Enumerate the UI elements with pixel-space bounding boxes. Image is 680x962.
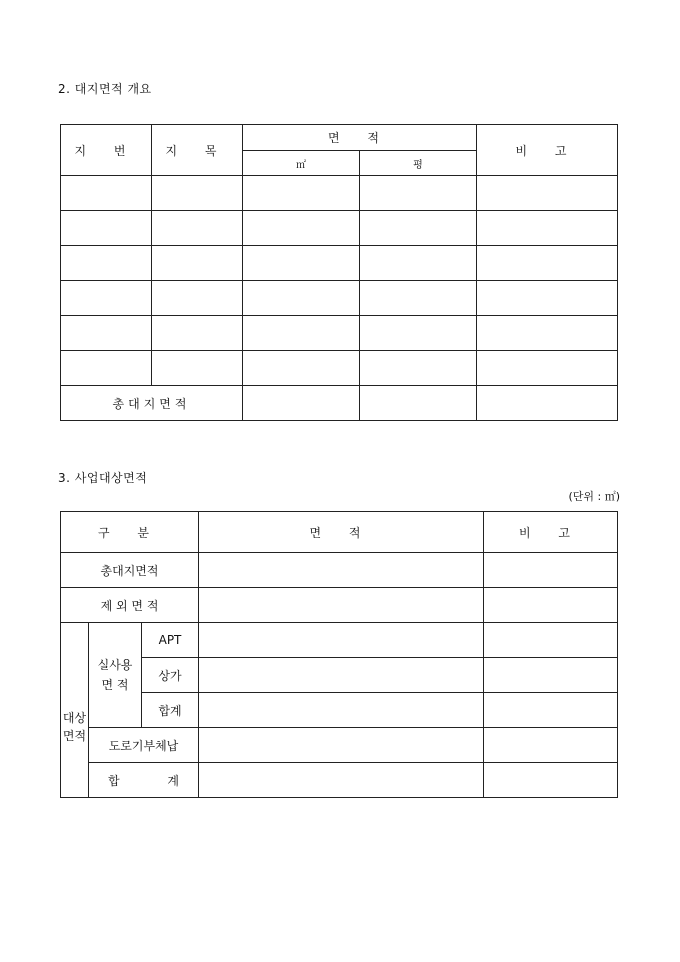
table-row <box>61 351 618 386</box>
header-land-category: 지 목 <box>152 125 243 176</box>
row-target-group: 대상면적 <box>61 623 89 798</box>
total-land-label: 총대지면적 <box>61 386 243 421</box>
header-remarks: 비 고 <box>484 512 618 553</box>
section2-title: 2. 대지면적 개요 <box>58 82 152 96</box>
section3-title: 3. 사업대상면적 <box>58 471 148 485</box>
header-area: 면 적 <box>243 125 477 151</box>
total-row <box>61 386 618 421</box>
header-area-sqm: ㎡ <box>243 151 360 176</box>
row-road-donation: 도로기부체납 <box>89 728 199 763</box>
table-row <box>61 211 618 246</box>
unit-note: (단위 : ㎡) <box>568 490 620 503</box>
row-subtotal: 합계 <box>142 693 199 728</box>
header-area: 면 적 <box>199 512 484 553</box>
header-area-pyeong: 평 <box>360 151 477 176</box>
row-apt: APT <box>142 623 199 658</box>
row-retail: 상가 <box>142 658 199 693</box>
row-total-land: 총대지면적 <box>61 553 199 588</box>
table-row <box>61 246 618 281</box>
header-lot-no: 지 번 <box>61 125 152 176</box>
header-category: 구 분 <box>61 512 199 553</box>
header-remarks: 비 고 <box>477 125 618 176</box>
row-excluded: 제 외 면 적 <box>61 588 199 623</box>
land-area-table <box>60 124 618 421</box>
table-row <box>61 281 618 316</box>
table-row <box>61 316 618 351</box>
row-actual-use: 실사용 면 적 <box>89 623 142 728</box>
row-grand-total: 합 계 <box>89 763 199 798</box>
table-row <box>61 176 618 211</box>
project-area-table <box>60 511 618 798</box>
